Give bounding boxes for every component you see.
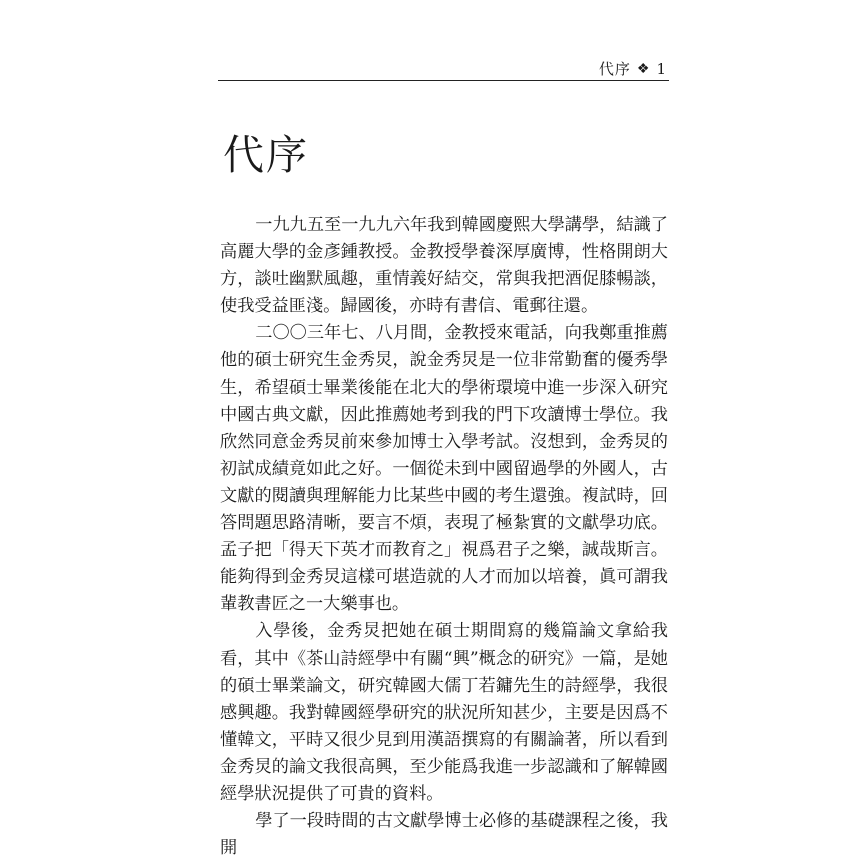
paragraph-1: 一九九五至一九九六年我到韓國慶熙大學講學，結識了高麗大學的金彥鍾教授。金教授學養深厚廣博，性格開朗大方，談吐幽默風趣，重情義好結交，常與我把酒促膝暢談，使我受益匪淺。歸國後，亦時有書信、電郵往還。 (220, 215, 668, 317)
chapter-title: 代序 (223, 131, 309, 179)
header-rule (218, 80, 669, 81)
paragraph-4: 學了一段時間的古文獻學博士必修的基礎課程之後，我開 (220, 811, 668, 859)
paragraph-3: 入學後，金秀炅把她在碩士期間寫的幾篇論文拿給我看，其中《茶山詩經學中有關“興”概念的研究》一篇，是她的碩士畢業論文，研究韓國大儒丁若鏞先生的詩經學，我很感興趣。我對韓國經學研究的狀況所知甚少，主要是因爲不懂韓文，平時又很少見到用漢語撰寫的有關論著，所以看到金秀炅的論文我很高興，至少能爲我進一步認識和了解韓國經學狀況提供了可貴的資料。 (220, 621, 668, 804)
running-head (599, 58, 667, 79)
page-number: 1 (656, 59, 667, 78)
body-text (220, 212, 668, 862)
ornament-icon: ❖ (636, 60, 651, 77)
running-head-title: 代序 (598, 60, 631, 78)
paragraph-2: 二〇〇三年七、八月間，金教授來電話，向我鄭重推薦他的碩士研究生金秀炅，說金秀炅是一位非常勤奮的優秀學生，希望碩士畢業後能在北大的學術環境中進一步深入研究中國古典文獻，因此推薦她考到我的門下攻讀博士學位。我欣然同意金秀炅前來參加博士入學考試。沒想到，金秀炅的初試成績竟如此之好。一個從未到中國留過學的外國人，古文獻的閱讀與理解能力比某些中國的考生還強。複試時，回答問題思路清晰，要言不煩，表現了極紮實的文獻學功底。孟子把「得天下英才而教育之」視爲君子之樂，誠哉斯言。能夠得到金秀炅這樣可堪造就的人才而加以培養，眞可謂我輩教書匠之一大樂事也。 (220, 323, 668, 615)
